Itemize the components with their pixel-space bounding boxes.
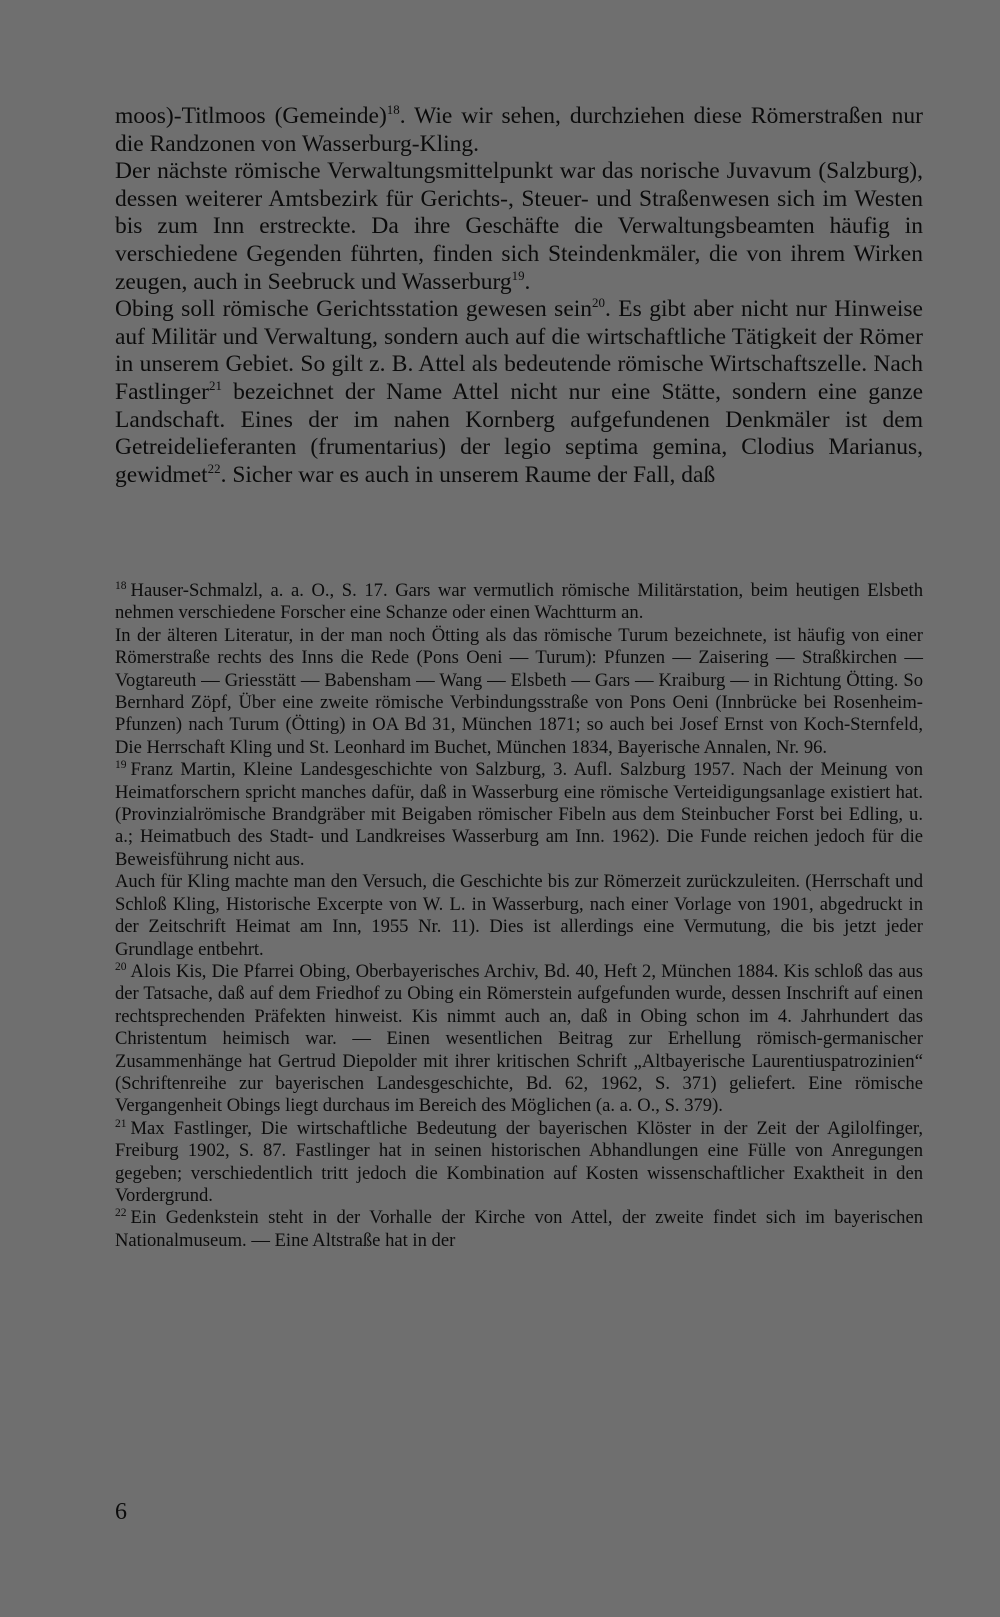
footnote-reference: 20 bbox=[592, 295, 605, 311]
footnote-18-continued bbox=[115, 625, 923, 759]
footnote-19 bbox=[115, 759, 923, 871]
paragraph-text: bezeichnet der Name Attel nicht nur eine Stätte, sondern eine ganze Landschaft. Eines der im nahen Kornberg aufgefundenen Denkmäler ist dem Getreidelieferanten (frumentarius) der legio septima gemina, Clodius Marianus, gewidmet bbox=[115, 378, 923, 488]
footnote-text: Auch für Kling machte man den Versuch, die Geschichte bis zur Römerzeit zurückzuleiten. (Herrschaft und Schloß Kling, Historische Excerpte von W. L. in Wasserburg, nach einer Vorlage von 1901, abgedruckt in der Zeitschrift Heimat am Inn, 1955 Nr. 11). Dies ist allerdings eine Vermutung, die bis jetzt jeder Grundlage entbehrt. bbox=[115, 871, 923, 960]
footnote-reference: 21 bbox=[209, 377, 222, 393]
footnote-reference: 19 bbox=[511, 267, 525, 283]
page-number: 6 bbox=[115, 1499, 127, 1525]
footnotes bbox=[115, 580, 923, 1252]
paragraph-text: . Wie wir sehen, durchziehen diese Römerstraßen nur die Randzonen von Wasserburg-Kling. bbox=[115, 103, 923, 157]
footnote-18 bbox=[115, 580, 923, 625]
footnote-text: In der älteren Literatur, in der man noch Ötting als das römische Turum bezeichnete, ist häufig von einer Römerstraße rechts des Inns die Rede (Pons Oeni — Turum): Pfunzen — Zaisering — Straßkirchen — Vogtareuth — Griesstätt — Babensham — Wang — Elsbeth — Gars — Kraiburg — in Richtung Ötting. So Bernhard Zöpf, Über eine zweite römische Verbindungsstraße von Pons Oeni (Innbrücke bei Rosenheim-Pfunzen) nach Turum (Ötting) in OA Bd 31, München 1871; so auch bei Josef Ernst von Koch-Sternfeld, Die Herrschaft Kling und St. Leonhard im Buchet, München 1834, Bayerische Annalen, Nr. 96. bbox=[115, 624, 923, 758]
paragraph-text: . bbox=[524, 268, 531, 295]
paragraph-2 bbox=[115, 158, 923, 296]
footnote-text: Hauser-Schmalzl, a. a. O., S. 17. Gars war vermutlich römische Militärstation, beim heutigen Elsbeth nehmen verschiedene Forscher eine Schanze oder einen Wachtturm an. bbox=[115, 580, 923, 624]
footnote-number: 19 bbox=[115, 759, 127, 772]
body-text bbox=[115, 103, 923, 489]
footnote-22 bbox=[115, 1207, 923, 1252]
footnote-text: Max Fastlinger, Die wirtschaftliche Bedeutung der bayerischen Klöster in der Zeit der Agilolfinger, Freiburg 1902, S. 87. Fastlinger hat in seinen historischen Abhandlungen eine Fülle von Anregungen gegeben; verschiedentlich tritt jedoch die Kombination auf Kosten wissenschaftlicher Exaktheit in den Vordergrund. bbox=[115, 1117, 923, 1206]
footnote-reference: 18 bbox=[386, 101, 400, 117]
footnote-number: 22 bbox=[115, 1207, 127, 1220]
footnote-reference: 22 bbox=[207, 460, 221, 476]
footnote-number: 20 bbox=[115, 961, 127, 973]
footnote-number: 21 bbox=[115, 1117, 127, 1130]
paragraph-3 bbox=[115, 296, 923, 489]
footnote-21 bbox=[115, 1118, 923, 1208]
footnote-20 bbox=[115, 961, 923, 1118]
paragraph-text: Der nächste römische Verwaltungsmittelpunkt war das norische Juvavum (Salzburg), dessen weiterer Amtsbezirk für Gerichts-, Steuer- und Straßenwesen sich im Westen bis zum Inn erstreckte. Da ihre Geschäfte die Verwaltungsbeamten häufig in verschiedene Gegenden führten, finden sich Steindenkmäler, die von ihrem Wirken zeugen, auch in Seebruck und Wasserburg bbox=[115, 158, 923, 295]
footnote-text: Ein Gedenkstein steht in der Vorhalle der Kirche von Attel, der zweite findet sich im bayerischen Nationalmuseum. — Eine Altstraße hat in der bbox=[115, 1207, 923, 1251]
footnote-text: Franz Martin, Kleine Landesgeschichte von Salzburg, 3. Aufl. Salzburg 1957. Nach der Meinung von Heimatforschern spricht manches dafür, daß in Wasserburg eine römische Verteidigungsanlage existiert hat. (Provinzialrömische Brandgräber mit Beigaben römischer Fibeln aus dem Steinbucher Forst bei Edling, u. a.; Heimatbuch des Stadt- und Landkreises Wasserburg am Inn. 1962). Die Funde reichen jedoch für die Beweisführung nicht aus. bbox=[115, 759, 923, 870]
footnote-19-continued bbox=[115, 871, 923, 961]
paragraph-1 bbox=[115, 103, 923, 158]
book-page bbox=[115, 101, 923, 1525]
footnote-text: Alois Kis, Die Pfarrei Obing, Oberbayerisches Archiv, Bd. 40, Heft 2, München 1884. Kis schloß das aus der Tatsache, daß auf dem Friedhof zu Obing ein Römerstein aufgefunden wurde, dessen Inschrift auf einen rechtsprechenden Präfekten hinweist. Kis nimmt auch an, daß in Obing schon im 4. Jahrhundert das Christentum heimisch war. — Einen wesentlichen Beitrag zur Erhellung römisch-germanischer Zusammenhänge hat Gertrud Diepolder mit ihrer kritischen Schrift „Altbayerische Laurentiuspatrozinien“ (Schriftenreihe zur bayerischen Landesgeschichte, Bd. 62, 1962, S. 371) geliefert. Eine römische Vergangenheit Obings liegt durchaus im Bereich des Möglichen (a. a. O., S. 379). bbox=[115, 960, 923, 1117]
paragraph-text: moos)-Titlmoos (Gemeinde) bbox=[115, 103, 387, 129]
paragraph-text: . Sicher war es auch in unserem Raume der Fall, daß bbox=[220, 461, 716, 488]
footnote-number: 18 bbox=[115, 580, 127, 593]
paragraph-text: . Es gibt aber nicht nur Hinweise auf Militär und Verwaltung, sondern auch auf die wirtschaftliche Tätigkeit der Römer in unserem Gebiet. So gilt z. B. Attel als bedeutende römische Wirtschaftszelle. Nach Fastlinger bbox=[115, 296, 923, 405]
paragraph-text: Obing soll römische Gerichtsstation gewesen sein bbox=[115, 296, 593, 323]
